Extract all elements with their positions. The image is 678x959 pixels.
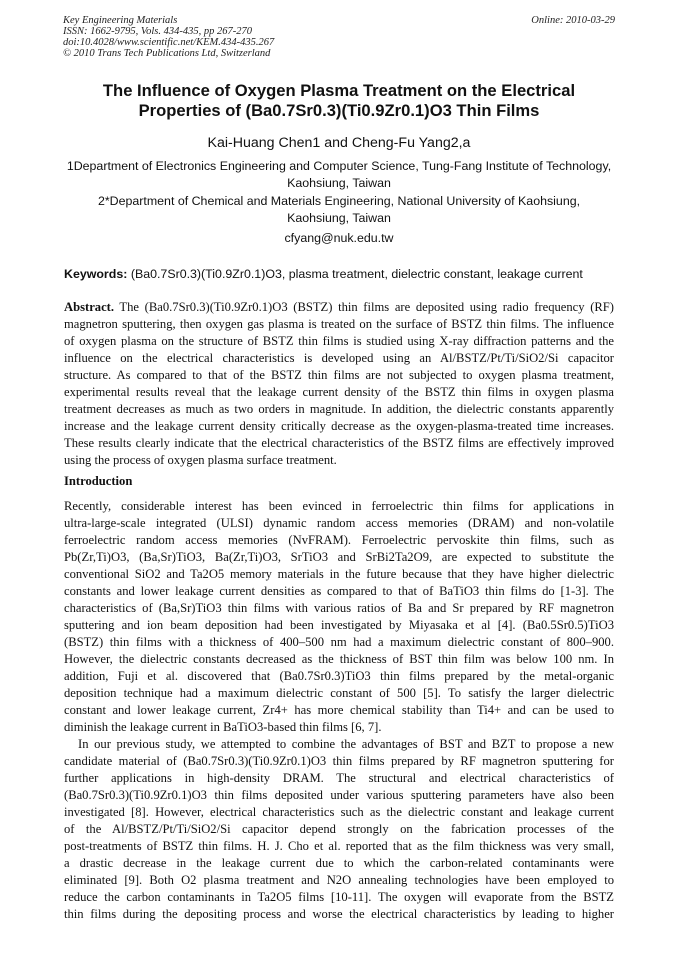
online-date: Online: 2010-03-29	[531, 15, 615, 26]
author-list: Kai-Huang Chen1 and Cheng-Fu Yang2,a	[207, 135, 471, 151]
abstract	[64, 299, 614, 469]
abstract-line: of oxygen plasma on the structure of BSTZ thin films is studied using X-ray diffraction patterns and the	[64, 334, 614, 348]
introduction-body	[64, 498, 614, 923]
abstract-line: influence on the electrical characteristics is developed using an Al/BSTZ/Pt/Ti/SiO2/Si capacitor	[64, 351, 614, 365]
intro-line: In our previous study, we attempted to combine the advantages of BST and BZT to propose a new	[78, 737, 614, 751]
journal-issn: ISSN: 1662-9795, Vols. 434-435, pp 267-270	[63, 26, 252, 37]
affiliation-line: 1Department of Electronics Engineering and Computer Science, Tung-Fang Institute of Technology,	[66, 159, 612, 173]
affiliation-1	[50, 158, 628, 192]
intro-line: post-treatments of BSTZ thin films. H. J. Cho et al. reported that as the film thickness was very small,	[64, 839, 614, 853]
title-line: Properties of (Ba0.7Sr0.3)(Ti0.9Zr0.1)O3 Thin Films	[138, 101, 540, 120]
intro-line: investigated [8]. However, electrical characteristics such as the dielectric constant and leakage current	[64, 805, 614, 819]
affiliation-line: Kaohsiung, Taiwan	[287, 176, 391, 190]
intro-line: a drastic decrease in the leakage current due to which the carbon-related contaminants were	[64, 856, 614, 870]
intro-line: constants and lower leakage current densities as compared to that of BaTiO3 thin films do [1-3]. The	[64, 584, 614, 598]
section-heading-introduction: Introduction	[64, 474, 133, 488]
paper-title	[40, 81, 638, 121]
intro-line: candidate material of (Ba0.7Sr0.3)(Ti0.9Zr0.1)O3 thin films prepared by RF magnetron sputtering for	[64, 754, 614, 768]
intro-line: (BSTZ) thin films with a thickness of 400–500 nm had a maximum dielectric constant of 800–900.	[64, 635, 614, 649]
intro-line: further applications in high-density DRAM. The structural and electrical characteristics of	[64, 771, 614, 785]
title-line: The Influence of Oxygen Plasma Treatment on the Electrical	[102, 81, 576, 100]
intro-line: characteristics of (Ba,Sr)TiO3 thin films with various ratios of Ba and Sr prepared by RF magnetron	[64, 601, 614, 615]
contact-email[interactable]: cfyang@nuk.edu.tw	[284, 231, 394, 245]
intro-line: Recently, considerable interest has been evinced in ferroelectric thin films for applications in	[64, 499, 614, 513]
abstract-line: increase and the leakage current density critically decrease as the oxygen-plasma-treated time increases.	[64, 419, 614, 433]
intro-line: (Ba0.7Sr0.3)(Ti0.9Zr0.1)O3 thin films deposited under various sputtering parameters have also been	[64, 788, 614, 802]
intro-line: However, the dielectric constants decreased as the thickness of BST thin film was below 100 nm. In	[64, 652, 614, 666]
intro-line: constant and lower leakage current, Zr4+ has more chemical stability than Ti4+ and can be used to	[64, 703, 614, 717]
intro-line: of the Al/BSTZ/Pt/Ti/SiO2/Si capacitor depend strongly on the fabrication processes of the	[64, 822, 614, 836]
intro-line: ferroelectric random access memories (NvFRAM). Ferroelectric pervoskite thin films, such as	[64, 533, 614, 547]
journal-doi: doi:10.4028/www.scientific.net/KEM.434-435.267	[63, 37, 275, 48]
journal-name: Key Engineering Materials	[63, 15, 178, 26]
abstract-line: magnetron sputtering, then oxygen gas plasma is treated on the surface of BSTZ thin films. The influence	[64, 317, 614, 331]
journal-copyright: © 2010 Trans Tech Publications Ltd, Switzerland	[63, 48, 271, 59]
intro-line: Pb(Zr,Ti)O3, (Ba,Sr)TiO3, Ba(Zr,Ti)O3, SrTiO3 and SrBi2Ta2O9, are expected to substitute the	[64, 550, 614, 564]
affiliation-line: 2*Department of Chemical and Materials Engineering, National University of Kaohsiung,	[97, 194, 581, 208]
intro-line: addition, Fuji et al. discovered that (Ba0.7Sr0.3)TiO3 thin films prepared by the metal-organic	[64, 669, 614, 683]
intro-line: ultra-large-scale integrated (ULSI) dynamic random access memories (DRAM) and non-volatile	[64, 516, 614, 530]
intro-line: sputtering and ion beam deposition had been investigated by Miyasaka et al [4]. (Ba0.5Sr0.5)TiO3	[64, 618, 614, 632]
abstract-line: These results clearly indicate that the electrical characteristics of the BSTZ films are effectively improved	[64, 436, 614, 450]
intro-line: diminish the leakage current in BaTiO3-based thin films [6, 7].	[64, 720, 382, 734]
intro-line: conventional SiO2 and Ta2O5 memory materials in the future because that they have higher dielectric	[64, 567, 614, 581]
abstract-line: treatment decreases as much as two orders in magnitude. In addition, the dielectric constants apparently	[64, 402, 614, 416]
intro-line: deposition technique had a maximum dielectric constant of 500 [5]. To satisfy the larger dielectric	[64, 686, 614, 700]
keywords-text: (Ba0.7Sr0.3)(Ti0.9Zr0.1)O3, plasma treatment, dielectric constant, leakage current	[130, 267, 583, 281]
intro-line: thin films during the depositing process and worse the electrical characteristics by leading to higher	[64, 907, 614, 921]
keywords-label: Keywords:	[64, 267, 128, 281]
abstract-label: Abstract.	[64, 300, 115, 314]
intro-line: eliminated [9]. Both O2 plasma treatment and N2O annealing technologies have been employed to	[64, 873, 614, 887]
intro-line: reduce the carbon contaminants in Ta2O5 films [10-11]. The oxygen will evaporate from the BSTZ	[64, 890, 614, 904]
journal-header	[63, 15, 274, 59]
affiliation-2	[50, 193, 628, 227]
abstract-line: structure. As compared to that of the BSTZ thin films are not subjected to oxygen plasma treatment,	[64, 368, 614, 382]
abstract-line: using the process of oxygen plasma surface treatment.	[64, 453, 337, 467]
affiliation-line: Kaohsiung, Taiwan	[287, 211, 391, 225]
abstract-line: experimental results reveal that the leakage current density of the BSTZ thin films in oxygen plasma	[64, 385, 614, 399]
abstract-text: The (Ba0.7Sr0.3)(Ti0.9Zr0.1)O3 (BSTZ) thin films are deposited using radio frequency (RF)	[114, 300, 614, 314]
keywords	[64, 266, 619, 282]
abstract-line	[64, 299, 614, 316]
